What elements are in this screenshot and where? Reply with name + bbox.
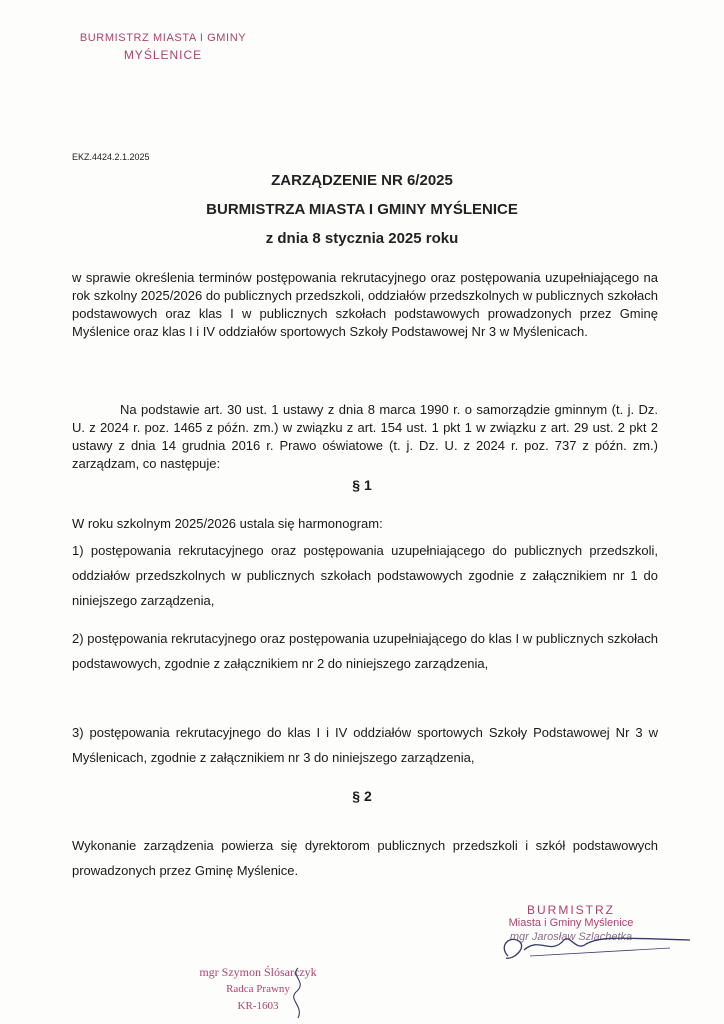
document-issuer: BURMISTRZA MIASTA I GMINY MYŚLENICE [206,201,518,218]
section-2-text: Wykonanie zarządzenia powierza się dyrektorom publicznych przedszkoli i szkół podstawowych prowadzonych przez Gminę Myślenice. [72,838,658,878]
mayor-signature [490,926,710,966]
section-2-mark: § 2 [352,788,372,804]
schedule-item-1: 1) postępowania rekrutacyjnego oraz postępowania uzupełniającego do publicznych przedszkoli, oddziałów przedszkolnych w publicznych szkołach podstawowych zgodnie z załącznikiem nr 1 do niniejszego zarządzenia, [72,543,658,608]
legal-advisor-title: Radca Prawny [226,983,290,995]
legal-basis-paragraph: Na podstawie art. 30 ust. 1 ustawy z dnia 8 marca 1990 r. o samorządzie gminnym (t. j. Dz. U. z 2024 r. poz. 1465 z późn. zm.) w związku z art. 154 ust. 1 pkt 1 w związku z art. 29 ust. 2 pkt 2 ustawy z dnia 14 grudnia 2016 r. Prawo oświatowe (t. j. Dz. U. z 2024 r. poz. 737 z późn. zm.) zarządzam, co następuje: [72,402,658,471]
office-stamp-line1: BURMISTRZ MIASTA I GMINY [79,32,247,44]
document-date: z dnia 8 stycznia 2025 roku [265,230,459,247]
subject-paragraph: w sprawie określenia terminów postępowania rekrutacyjnego oraz postępowania uzupełniającego na rok szkolny 2025/2026 do publicznych przedszkoli, oddziałów przedszkolnych w publicznych szkołach podstawowych oraz klas I w publicznych szkołach podstawowych prowadzonych przez Gminę Myślenice oraz klas I i IV oddziałów sportowych Szkoły Podstawowej Nr 3 w Myślenicach. [72,270,658,339]
document-title: ZARZĄDZENIE NR 6/2025 [271,172,453,189]
schedule-item-2: 2) postępowania rekrutacyjnego oraz postępowania uzupełniającego do klas I w publicznych szkołach podstawowych, zgodnie z załącznikiem nr 2 do niniejszego zarządzenia, [72,631,658,671]
mayor-stamp-name: mgr Jarosław Szlachetka [509,931,633,943]
legal-advisor-number: KR-1603 [237,1000,279,1012]
reference-number: EKZ.4424.2.1.2025 [72,152,150,162]
mayor-stamp-office: Miasta i Gminy Myślenice [508,917,634,929]
section-1-lead: W roku szkolnym 2025/2026 ustala się harmonogram: [72,516,383,531]
legal-advisor-signature [268,962,328,1022]
legal-advisor-name: mgr Szymon Ślósarczyk [199,965,317,979]
schedule-item-3: 3) postępowania rekrutacyjnego do klas I i IV oddziałów sportowych Szkoły Podstawowej Nr 3 w Myślenicach, zgodnie z załącznikiem nr 3 do niniejszego zarządzenia, [72,725,658,765]
mayor-stamp-title: BURMISTRZ [527,903,615,917]
office-stamp-line2: MYŚLENICE [123,48,203,62]
section-1-mark: § 1 [352,477,372,493]
office-stamp [78,30,248,64]
